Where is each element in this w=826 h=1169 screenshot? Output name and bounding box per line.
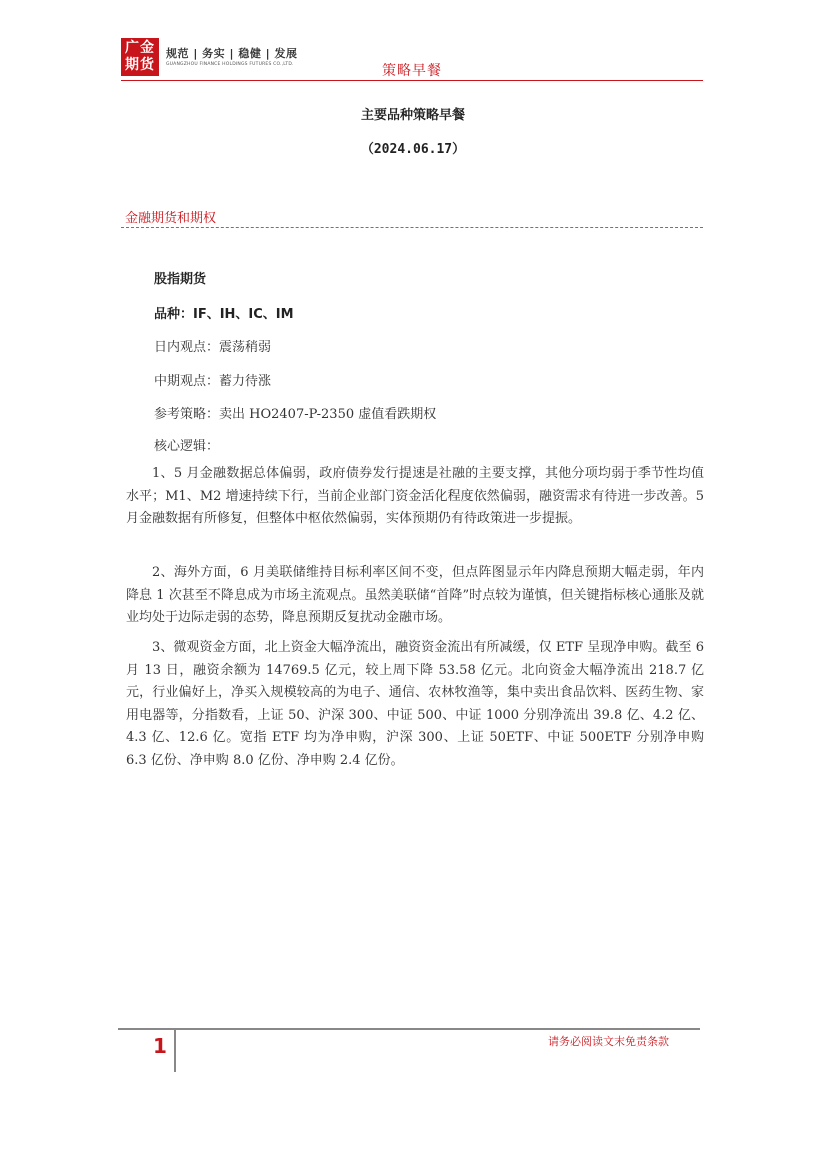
company-english-name: GUANGZHOU FINANCE HOLDINGS FUTURES CO.,LTD. xyxy=(166,62,294,67)
section-divider xyxy=(121,227,703,228)
document-title: 主要品种策略早餐 xyxy=(360,108,465,123)
report-label: 策略早餐 xyxy=(382,63,442,79)
disclaimer-link[interactable]: 请务必阅读文末免责条款 xyxy=(548,1035,669,1048)
page-number: 1 xyxy=(153,1034,167,1058)
company-slogan: 规范 | 务实 | 稳健 | 发展 xyxy=(166,47,298,60)
logo-text-line2: 期货 xyxy=(125,57,155,73)
footer-divider xyxy=(118,1028,700,1030)
document-date: （2024.06.17） xyxy=(360,142,466,157)
intraday-view: 日内观点：震荡稍弱 xyxy=(154,340,272,355)
logic-paragraph-1: 1、5 月金融数据总体偏弱，政府债券发行提速是社融的主要支撑，其他分项均弱于季节性均值水平；M1、M2 增速持续下行，当前企业部门资金活化程度依然偏弱，融资需求有待进一步改善。5 月金融数据有所修复，但整体中枢依然偏弱，实体预期仍有待政策进一步提振。 xyxy=(126,466,704,526)
midterm-view: 中期观点：蓄力待涨 xyxy=(154,374,272,389)
logo-text-line1: 广金 xyxy=(125,40,155,56)
core-logic-label: 核心逻辑： xyxy=(154,439,220,454)
section-title: 金融期货和期权 xyxy=(125,211,217,226)
footer-vertical-divider xyxy=(174,1030,176,1072)
reference-strategy: 参考策略：卖出 HO2407-P-2350 虚值看跌期权 xyxy=(154,407,437,422)
logic-paragraph-2: 2、海外方面，6 月美联储维持目标利率区间不变，但点阵图显示年内降息预期大幅走弱，年内降息 1 次甚至不降息成为市场主流观点。虽然美联储“首降”时点较为谨慎，但关键指标核心通胀及就业均处于边际走弱的态势，降息预期反复扰动金融市场。 xyxy=(126,565,704,625)
subsection-title: 股指期货 xyxy=(154,272,207,287)
logic-paragraph-3: 3、微观资金方面，北上资金大幅净流出，融资资金流出有所减缓，仅 ETF 呈现净申购。截至 6 月 13 日，融资余额为 14769.5 亿元，较上周下降 53.58 亿元。北向资金大幅净流出 218.7 亿元，行业偏好上，净买入规模较高的为电子、通信、农林牧渔等，集中卖出食品饮料、医药生物、家用电器等，分指数看，上证 50、沪深 300、中证 500、中证 1000 分别净流出 39.8 亿、4.2 亿、4.3 亿、12.6 亿。宽指 ETF 均为净申购，沪深 300、上证 50ETF、中证 500ETF 分别净申购 6.3 亿份、净申购 8.0 亿份、净申购 2.4 亿份。 xyxy=(126,640,704,768)
company-logo xyxy=(121,38,159,76)
header-divider xyxy=(121,80,703,81)
variety-line: 品种：IF、IH、IC、IM xyxy=(154,307,294,322)
